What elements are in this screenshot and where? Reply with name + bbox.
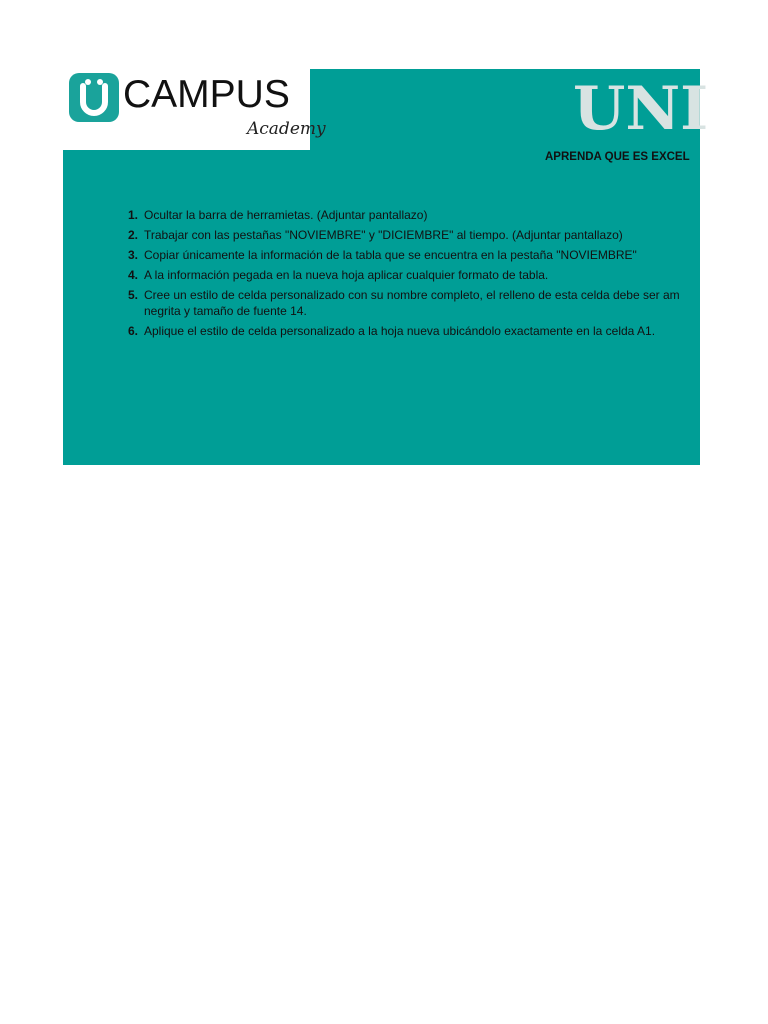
item-number: 3. (128, 248, 139, 262)
list-item (125, 267, 765, 283)
item-text: Copiar únicamente la información de la tabla que se encuentra en la pestaña "NOVIEMBRE" (144, 248, 637, 262)
item-text: Cree un estilo de celda personalizado con su nombre completo, el relleno de esta celda debe ser am (144, 288, 680, 302)
item-text: A la información pegada en la nueva hoja aplicar cualquier formato de tabla. (144, 268, 549, 282)
ucampus-u-icon (69, 73, 119, 122)
item-number: 2. (128, 228, 139, 242)
brand-subtitle: Academy (247, 119, 326, 139)
unit-subtitle: APRENDA QUE ES EXCEL (545, 151, 690, 163)
list-item (125, 287, 765, 319)
item-number: 4. (128, 268, 139, 282)
item-number: 6. (128, 324, 139, 338)
list-item (125, 323, 765, 339)
item-number: 1. (128, 208, 139, 222)
instructions-list (125, 207, 765, 343)
item-number: 5. (128, 288, 139, 302)
item-text: Trabajar con las pestañas "NOVIEMBRE" y "DICIEMBRE" al tiempo. (Adjuntar pantallazo) (144, 228, 623, 242)
list-item (125, 227, 765, 243)
unit-title: UNI (573, 74, 709, 144)
list-item (125, 247, 765, 263)
item-text: Aplique el estilo de celda personalizado a la hoja nueva ubicándolo exactamente en la celda A1. (144, 324, 656, 338)
ucampus-logo (63, 69, 326, 150)
item-text: Ocultar la barra de herramietas. (Adjuntar pantallazo) (144, 208, 428, 222)
list-item (125, 207, 765, 223)
item-text-continuation: negrita y tamaño de fuente 14. (144, 304, 307, 318)
brand-name: CAMPUS (123, 73, 290, 116)
